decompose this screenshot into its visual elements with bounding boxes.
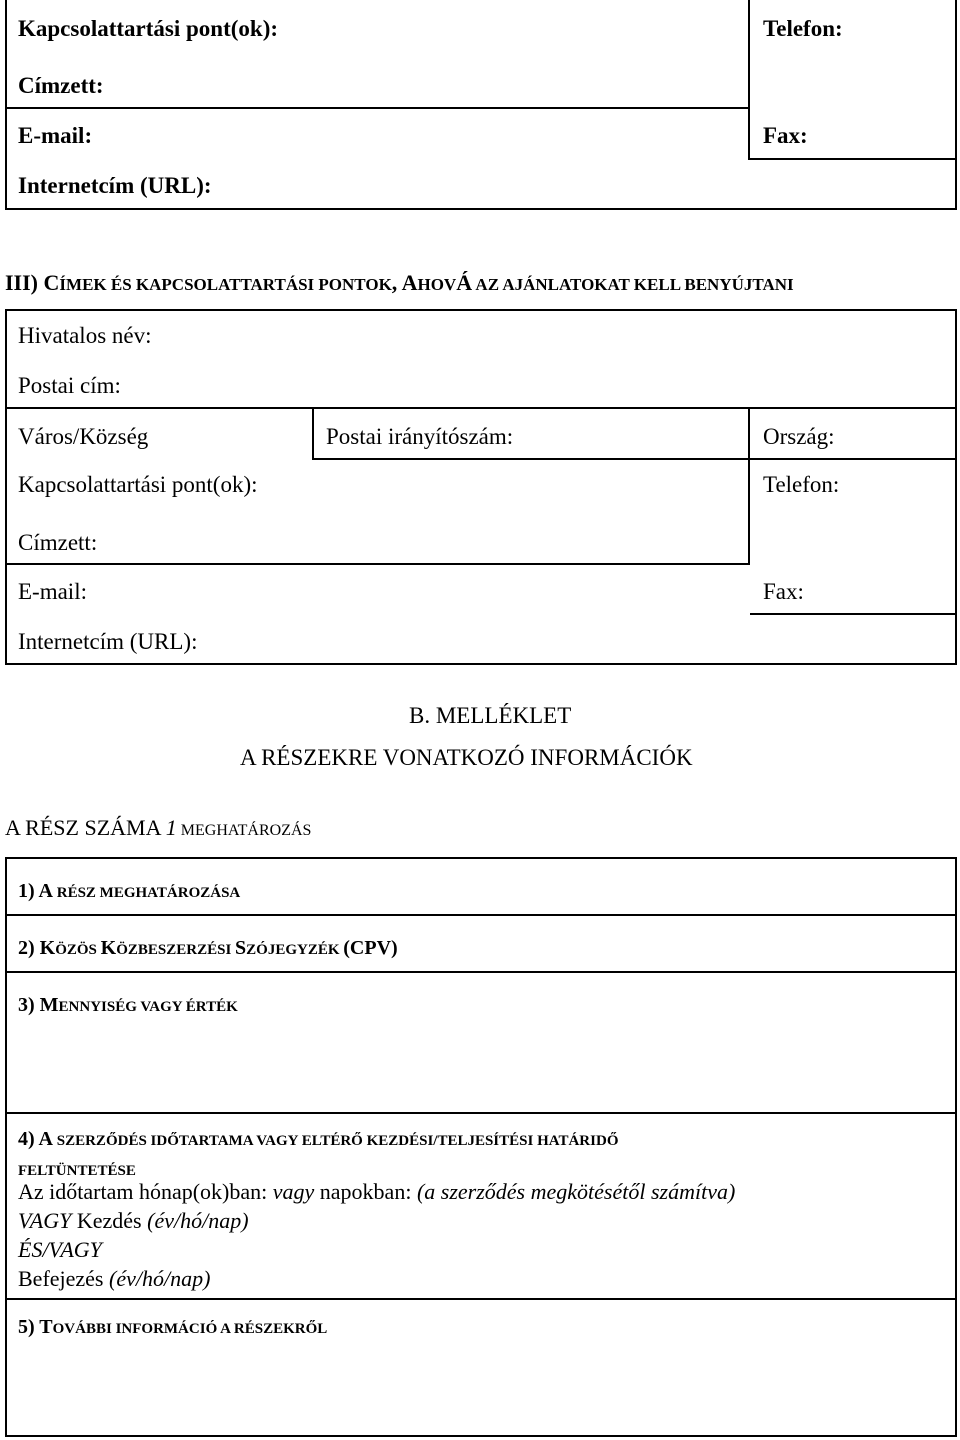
annex-subtitle: A RÉSZEKRE VONATKOZÓ INFORMÁCIÓK	[240, 745, 693, 770]
top-divider-2	[750, 158, 957, 160]
item-4-start-line	[18, 1210, 249, 1232]
item-4-end-label: Befejezés	[18, 1266, 109, 1291]
items-divider-1	[5, 914, 957, 916]
item-4-heading-line2	[18, 1156, 136, 1179]
items-divider-3	[5, 1112, 957, 1114]
part-number-suffix: MEGHATÁROZÁS	[176, 822, 312, 839]
item-2-f: ZÓJEGYZÉK	[246, 942, 344, 958]
item-5-heading	[18, 1314, 327, 1337]
part-number-value: 1	[165, 815, 177, 840]
section3-heading-part1: ÍMEK ÉS KAPCSOLATTARTÁSI PONTOK	[59, 275, 392, 294]
top-contact-points-label: Kapcsolattartási pont(ok):	[18, 16, 279, 41]
item-4-duration-line	[18, 1181, 735, 1203]
top-divider-1	[5, 107, 750, 109]
contact-points-label: Kapcsolattartási pont(ok):	[18, 472, 258, 497]
item-4-heading-small2: FELTÜNTETÉSE	[18, 1163, 136, 1179]
item-2-g: (CPV)	[343, 937, 398, 959]
item-3-heading-small: ENNYISÉG VAGY ÉRTÉK	[58, 999, 238, 1015]
items-divider-2	[5, 971, 957, 973]
postal-address-label: Postai cím:	[18, 373, 121, 398]
top-email-label: E-mail:	[18, 123, 93, 148]
section3-divider-city	[312, 458, 957, 460]
recipient-label: Címzett:	[18, 530, 98, 555]
top-url-label: Internetcím (URL):	[18, 173, 212, 198]
part-number-label: A RÉSZ SZÁMA	[5, 815, 166, 840]
item-4-duration-or: vagy	[272, 1179, 315, 1204]
item-4-end-format: (év/hó/nap)	[109, 1266, 211, 1291]
phone-label: Telefon:	[763, 472, 840, 497]
item-2-c: K	[100, 937, 117, 959]
section3-heading-part2: HOV	[417, 275, 457, 294]
item-4-end-line	[18, 1268, 210, 1290]
item-3-heading	[18, 992, 238, 1015]
item-4-heading	[18, 1126, 618, 1149]
section3-heading-sep: , A	[391, 270, 418, 295]
item-4-start-format: (év/hó/nap)	[147, 1208, 249, 1233]
items-divider-4	[5, 1298, 957, 1300]
section3-heading	[5, 272, 794, 294]
item-1-heading-big: 1) A	[18, 880, 53, 902]
section3-vdiv-country	[748, 407, 750, 565]
item-4-start-label: Kezdés	[71, 1208, 148, 1233]
item-5-heading-small: OVÁBBI INFORMÁCIÓ A RÉSZEKRŐL	[52, 1321, 328, 1337]
section3-heading-part3: AZ AJÁNLATOKAT KELL BENYÚJTANI	[472, 275, 794, 294]
fax-label: Fax:	[763, 579, 804, 604]
item-4-andor-line	[18, 1239, 102, 1261]
official-name-label: Hivatalos név:	[18, 323, 152, 348]
item-2-heading	[18, 935, 398, 958]
top-recipient-label: Címzett:	[18, 73, 104, 98]
section3-heading-prefix: III) C	[5, 270, 60, 295]
email-label: E-mail:	[18, 579, 87, 604]
part-number-heading	[5, 816, 311, 839]
item-1-heading-small: RÉSZ MEGHATÁROZÁSA	[53, 885, 241, 901]
item-3-heading-big: 3) M	[18, 994, 59, 1016]
item-4-heading-small: SZERZŐDÉS IDŐTARTAMA VAGY ELTÉRŐ KEZDÉSI/TELJESÍTÉSI HATÁRIDŐ	[53, 1133, 619, 1149]
section3-divider-contact	[5, 563, 750, 565]
country-label: Ország:	[763, 424, 835, 449]
item-4-duration-months: Az időtartam hónap(ok)ban:	[18, 1179, 273, 1204]
item-4-start-or: VAGY	[18, 1208, 72, 1233]
postal-code-label: Postai irányítószám:	[326, 424, 514, 449]
item-4-andor: ÉS/VAGY	[18, 1237, 102, 1262]
url-label: Internetcím (URL):	[18, 629, 198, 654]
section3-divider-fax	[750, 613, 957, 615]
item-2-b: ÖZÖS	[55, 942, 101, 958]
top-fax-label: Fax:	[763, 123, 808, 148]
section3-heading-part2-big: Á	[456, 270, 473, 295]
item-4-duration-days: napokban:	[314, 1179, 417, 1204]
item-4-heading-big: 4) A	[18, 1128, 53, 1150]
item-2-a: 2) K	[18, 937, 56, 959]
item-4-duration-note: (a szerződés megkötésétől számítva)	[416, 1179, 736, 1204]
item-2-e: S	[235, 937, 247, 959]
item-2-d: ÖZBESZERZÉSI	[116, 942, 236, 958]
item-1-heading	[18, 878, 240, 901]
city-label: Város/Község	[18, 424, 149, 449]
item-5-heading-big: 5) T	[18, 1316, 53, 1338]
section3-vdiv-city	[312, 407, 314, 460]
top-phone-label: Telefon:	[763, 16, 843, 41]
section3-divider-postal	[5, 407, 957, 409]
annex-title: B. MELLÉKLET	[409, 703, 572, 728]
top-vertical-divider	[748, 0, 750, 160]
